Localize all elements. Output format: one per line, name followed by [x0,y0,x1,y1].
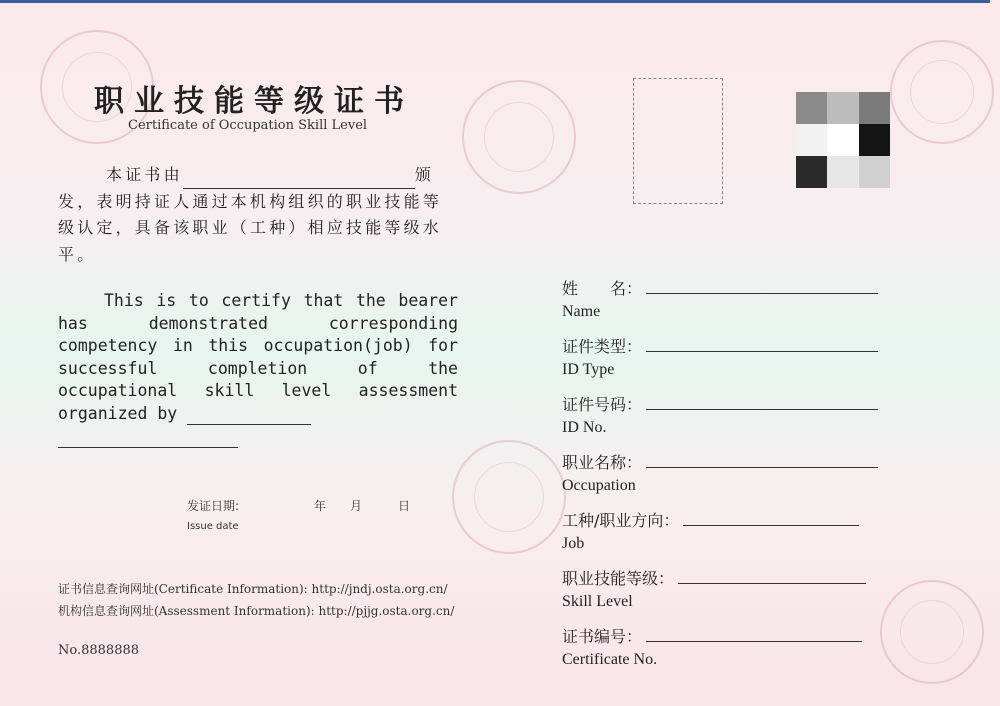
statement-cn [58,162,458,268]
issue-year: 年 [314,499,327,513]
issue-date-label-cn: 发证日期: [187,499,240,513]
field-job-line [683,511,859,526]
certificate-title-cn: 职业技能等级证书 [94,84,414,119]
assessment-info-url: 机构信息查询网址(Assessment Information): http://pjjg.osta.org.cn/ [58,604,455,618]
watermark-seal-icon [452,440,566,554]
qr-code-icon [796,92,890,188]
field-skill-level-line [678,569,866,584]
field-idtype-label-cn: 证件类型： [562,334,878,357]
field-name-label-en: Name [562,303,601,320]
statement-cn-rest: 发，表明持证人通过本机构组织的职业技能等级认定，具备该职业（工种）相应技能等级水平。 [58,191,443,264]
statement-en-body: This is to certify that the bearer has demonstrated corresponding competency in this occupation(job) for successful completion of the occupational skill level assessment organized by [58,291,458,423]
field-certno-line [646,627,862,642]
certificate-info-url: 证书信息查询网址(Certificate Information): http://jndj.osta.org.cn/ [58,582,448,596]
organizer-blank-2 [58,433,238,448]
certificate-title-en: Certificate of Occupation Skill Level [128,118,368,133]
watermark-seal-icon [880,580,984,684]
field-idno-label-cn: 证件号码： [562,392,878,415]
field-name-label-cn: 姓 名： [562,276,878,299]
issue-month: 月 [350,499,363,513]
certificate-serial: No.8888888 [58,643,140,658]
issue-day: 日 [398,499,411,513]
watermark-seal-icon [462,80,576,194]
statement-en [58,290,458,448]
field-certno-label-en: Certificate No. [562,651,658,668]
statement-cn-prefix: 本证书由 [106,165,183,184]
field-occupation-label-cn: 职业名称： [562,450,878,473]
field-idno-line [646,395,878,410]
issue-date-label-en: Issue date [187,521,239,532]
organizer-blank [187,410,311,425]
field-occupation-label-en: Occupation [562,477,636,494]
field-job-label-cn: 工种/职业方向： [562,508,859,531]
field-skill-level-label-en: Skill Level [562,593,633,610]
field-idtype-label-en: ID Type [562,361,615,378]
issuer-blank [183,170,415,189]
field-idtype-line [646,337,878,352]
field-name-line [646,279,878,294]
statement-cn-suffix: 颁 [414,165,435,184]
field-idno-label-en: ID No. [562,419,607,436]
field-job-label-en: Job [562,535,585,552]
field-certno-label-cn: 证书编号： [562,624,862,647]
photo-placeholder-icon [633,78,723,204]
watermark-seal-icon [890,40,994,144]
field-occupation-line [646,453,878,468]
top-border-line [0,0,990,3]
field-skill-level-label-cn: 职业技能等级： [562,566,866,589]
